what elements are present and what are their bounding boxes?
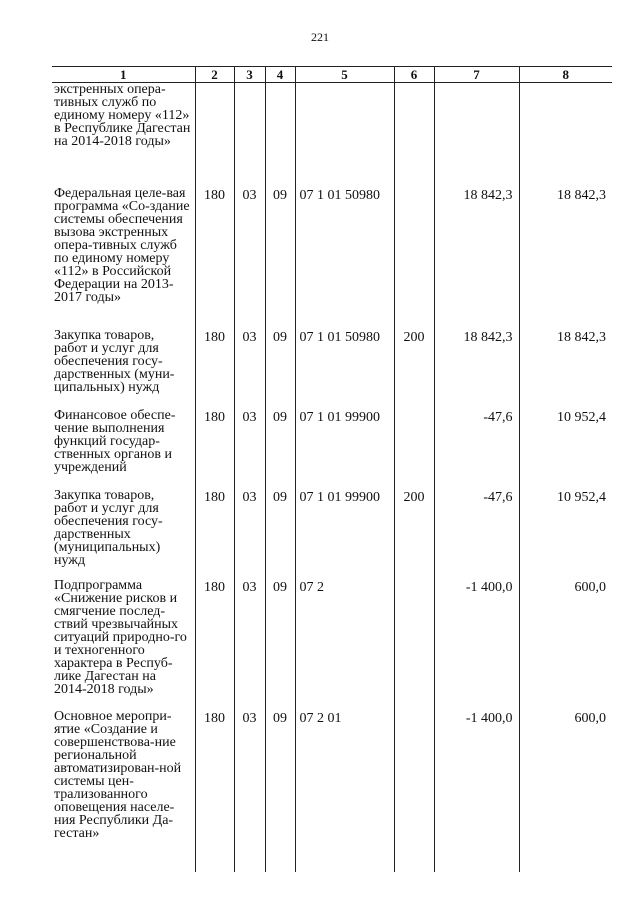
cell-expense-type (394, 710, 434, 872)
cell-subsection: 09 (265, 329, 295, 409)
cell-subsection: 09 (265, 409, 295, 489)
cell-expense-type: 200 (394, 329, 434, 409)
cell-expense-type: 200 (394, 489, 434, 579)
cell-target-article: 07 1 01 50980 (295, 187, 394, 329)
cell-expense-type (394, 579, 434, 710)
cell-total-amount: 10 952,4 (519, 409, 612, 489)
cell-total-amount (519, 83, 612, 187)
cell-subsection: 09 (265, 489, 295, 579)
cell-change-amount: -1 400,0 (434, 710, 519, 872)
cell-section: 03 (234, 329, 265, 409)
cell-target-article: 07 2 (295, 579, 394, 710)
row-name: Подпрограмма «Снижение рисков и смягчение послед-ствий чрезвычайных ситуаций природно-го и техногенного характера в Респуб-лике Дагестан на 2014-2018 годы» (54, 577, 187, 697)
cell-section: 03 (234, 489, 265, 579)
cell-target-article (295, 83, 394, 187)
column-header-4: 4 (265, 67, 295, 83)
cell-change-amount: -1 400,0 (434, 579, 519, 710)
cell-section: 03 (234, 579, 265, 710)
cell-code: 180 (195, 409, 234, 489)
cell-code: 180 (195, 579, 234, 710)
cell-section: 03 (234, 710, 265, 872)
table-row (52, 710, 612, 872)
row-name: Закупка товаров, работ и услуг для обеспечения госу-дарственных (муни-ципальных) нужд (54, 327, 175, 395)
cell-subsection: 09 (265, 187, 295, 329)
row-name: Финансовое обеспе-чение выполнения функций государ-ственных органов и учреждений (54, 407, 176, 475)
cell-change-amount: 18 842,3 (434, 329, 519, 409)
cell-target-article: 07 1 01 50980 (295, 329, 394, 409)
column-header-3: 3 (234, 67, 265, 83)
table-row (52, 579, 612, 710)
budget-table (52, 66, 612, 872)
cell-subsection: 09 (265, 579, 295, 710)
row-name: Федеральная целе-вая программа «Со-здание системы обеспечения вызова экстренных опера-тивных служб по единому номеру «112» в Российской Федерации на 2013-2017 годы» (54, 185, 190, 305)
column-header-6: 6 (394, 67, 434, 83)
row-name: экстренных опера-тивных служб по единому номеру «112» в Республике Дагестан на 2014-2018 годы» (54, 82, 191, 149)
cell-total-amount: 18 842,3 (519, 329, 612, 409)
table-row (52, 329, 612, 409)
cell-total-amount: 18 842,3 (519, 187, 612, 329)
cell-change-amount: 18 842,3 (434, 187, 519, 329)
cell-section: 03 (234, 187, 265, 329)
cell-expense-type (394, 409, 434, 489)
column-header-5: 5 (295, 67, 394, 83)
table-row (52, 409, 612, 489)
cell-target-article: 07 2 01 (295, 710, 394, 872)
cell-total-amount: 600,0 (519, 579, 612, 710)
cell-code: 180 (195, 329, 234, 409)
column-header-2: 2 (195, 67, 234, 83)
cell-section: 03 (234, 409, 265, 489)
column-header-7: 7 (434, 67, 519, 83)
row-name: Основное меропри-ятие «Создание и совершенствова-ние региональной автоматизирован-ной системы цен-трализованного оповещения населе-ния Республики Да-гестан» (54, 708, 182, 841)
cell-target-article: 07 1 01 99900 (295, 489, 394, 579)
cell-subsection: 09 (265, 710, 295, 872)
row-name: Закупка товаров, работ и услуг для обеспечения госу-дарственных (муниципальных) нужд (54, 487, 163, 568)
cell-section (234, 83, 265, 187)
cell-code: 180 (195, 710, 234, 872)
cell-total-amount: 10 952,4 (519, 489, 612, 579)
table-row (52, 83, 612, 187)
cell-change-amount (434, 83, 519, 187)
column-header-1: 1 (52, 67, 195, 83)
page-number: 221 (311, 30, 329, 44)
cell-change-amount: -47,6 (434, 489, 519, 579)
cell-code (195, 83, 234, 187)
cell-change-amount: -47,6 (434, 409, 519, 489)
cell-expense-type (394, 83, 434, 187)
cell-subsection (265, 83, 295, 187)
column-header-8: 8 (519, 67, 612, 83)
cell-code: 180 (195, 489, 234, 579)
table-row (52, 187, 612, 329)
cell-expense-type (394, 187, 434, 329)
table-header-row (52, 67, 612, 83)
cell-target-article: 07 1 01 99900 (295, 409, 394, 489)
cell-code: 180 (195, 187, 234, 329)
cell-total-amount: 600,0 (519, 710, 612, 872)
table-row (52, 489, 612, 579)
